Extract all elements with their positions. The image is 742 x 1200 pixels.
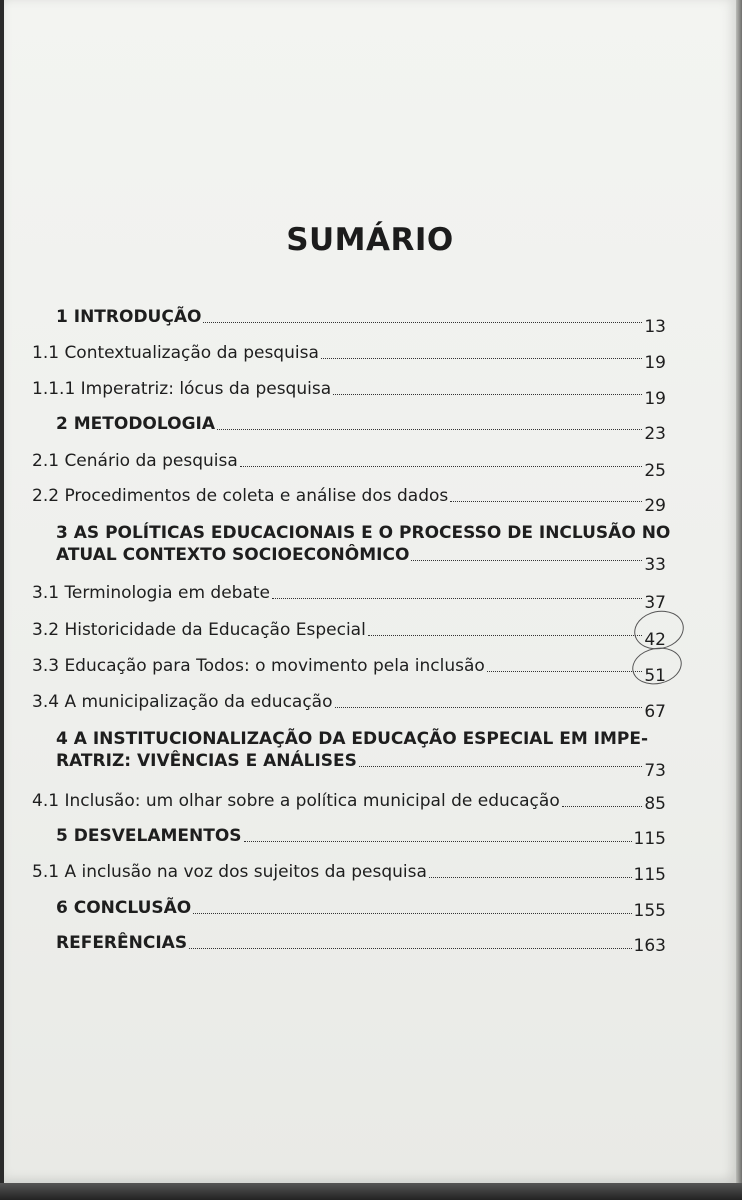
toc-page-number: 23 — [644, 424, 666, 444]
toc-entry-5 — [56, 825, 666, 847]
toc-page-number: 33 — [644, 555, 666, 575]
toc-entry-label-line1: 4 A INSTITUCIONALIZAÇÃO DA EDUCAÇÃO ESPECIAL EM IMPE- — [56, 729, 649, 749]
page-title: SUMÁRIO — [286, 222, 454, 258]
toc-entry-1-1-1 — [32, 378, 666, 409]
toc-entry-label: 3.3 Educação para Todos: o movimento pela inclusão — [32, 656, 485, 676]
toc-page-number: 67 — [644, 702, 666, 722]
dot-leader — [359, 766, 642, 767]
toc-page-number: 42 — [644, 630, 666, 650]
toc-page-number: 51 — [644, 666, 666, 686]
dot-leader — [244, 841, 632, 842]
dot-leader — [368, 635, 643, 636]
toc-entry-references — [56, 932, 666, 954]
toc-entry-2 — [56, 413, 666, 444]
toc-page-number: 73 — [644, 761, 666, 781]
toc-page-number: 163 — [633, 936, 666, 956]
toc-entry-label-line1: 3 AS POLÍTICAS EDUCACIONAIS E O PROCESSO DE INCLUSÃO NO — [56, 523, 671, 543]
dot-leader — [429, 877, 632, 878]
page-edge — [736, 0, 742, 1183]
dot-leader — [450, 501, 642, 502]
toc-entry-3-1 — [32, 582, 666, 613]
toc-entry-5-1 — [32, 861, 666, 883]
toc-entry-3-4 — [32, 691, 666, 722]
toc-entry-2-2 — [32, 485, 666, 516]
toc-page-number: 19 — [644, 389, 666, 409]
toc-entry-label: 3.4 A municipalização da educação — [32, 692, 333, 712]
toc-entry-label: 5.1 A inclusão na voz dos sujeitos da pesquisa — [32, 862, 427, 882]
dot-leader — [333, 394, 642, 395]
toc-entry-label-line2: RATRIZ: VIVÊNCIAS E ANÁLISES — [56, 751, 357, 771]
toc-entry-label: 5 DESVELAMENTOS — [56, 826, 242, 846]
toc-page-number: 115 — [633, 829, 666, 849]
toc-entry-label-line2: ATUAL CONTEXTO SOCIOECONÔMICO — [56, 545, 410, 565]
toc-page-number: 37 — [644, 593, 666, 613]
toc-entry-4 — [56, 728, 666, 781]
toc-entry-3 — [56, 522, 671, 575]
toc-page-number: 155 — [633, 901, 666, 921]
dot-leader — [240, 466, 643, 467]
toc-entry-4-1 — [32, 790, 666, 812]
dot-leader — [487, 671, 643, 672]
toc-entry-6 — [56, 897, 666, 919]
toc-entry-label: 1.1.1 Imperatriz: lócus da pesquisa — [32, 379, 332, 399]
toc-entry-label: 2.1 Cenário da pesquisa — [32, 451, 238, 471]
background-strip — [0, 1183, 742, 1200]
toc-entry-label: 6 CONCLUSÃO — [56, 898, 192, 918]
toc-entry-1-1 — [32, 342, 666, 373]
toc-page-number: 25 — [644, 461, 666, 481]
toc-entry-label: 2.2 Procedimentos de coleta e análise dos dados — [32, 486, 449, 506]
toc-entry-label: 4.1 Inclusão: um olhar sobre a política municipal de educação — [32, 791, 560, 811]
document-page — [4, 0, 736, 1183]
toc-entry-label: 1 INTRODUÇÃO — [56, 307, 202, 327]
dot-leader — [562, 806, 643, 807]
handdrawn-circle-mark — [629, 643, 685, 689]
toc-entry-label: 1.1 Contextualização da pesquisa — [32, 343, 319, 363]
toc-entry-2-1 — [32, 450, 666, 481]
dot-leader — [189, 948, 631, 949]
toc-entry-label: REFERÊNCIAS — [56, 933, 188, 953]
dot-leader — [203, 322, 642, 323]
toc-page-number: 19 — [644, 353, 666, 373]
dot-leader — [411, 560, 642, 561]
toc-entry-3-2 — [32, 619, 666, 650]
dot-leader — [272, 598, 642, 599]
dot-leader — [193, 913, 631, 914]
dot-leader — [335, 707, 643, 708]
toc-entry-label: 3.2 Historicidade da Educação Especial — [32, 620, 366, 640]
toc-entry-label: 3.1 Terminologia em debate — [32, 583, 271, 603]
dot-leader — [321, 358, 642, 359]
toc-page-number: 13 — [644, 317, 666, 337]
toc-page-number: 29 — [644, 496, 666, 516]
toc-page-number: 115 — [633, 865, 666, 885]
toc-entry-1 — [56, 306, 666, 337]
dot-leader — [217, 429, 642, 430]
toc-page-number: 85 — [644, 794, 666, 814]
toc-entry-3-3 — [32, 655, 666, 686]
toc-entry-label: 2 METODOLOGIA — [56, 414, 216, 434]
